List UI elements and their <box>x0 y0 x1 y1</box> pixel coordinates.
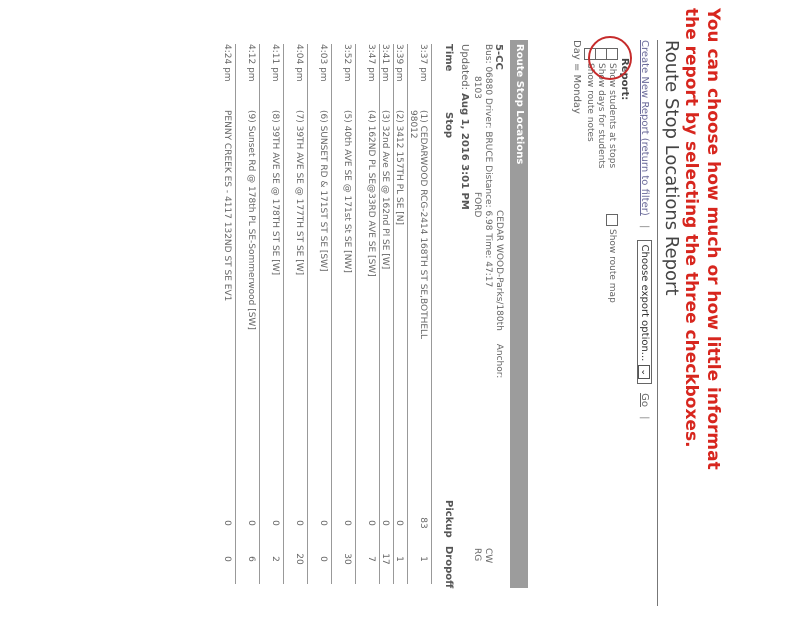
cell-pickup: 0 <box>222 520 232 526</box>
cell-time: 4:11 pm <box>270 44 280 82</box>
option-label: Show students at stops <box>607 63 617 169</box>
row-divider <box>235 44 236 584</box>
checkbox-show-route-map[interactable] <box>606 214 618 226</box>
callout-line-1: You can choose how much or how little informat <box>703 8 723 470</box>
cell-pickup: 0 <box>394 520 404 526</box>
instruction-callout <box>680 8 724 608</box>
cell-pickup: 0 <box>246 520 256 526</box>
cell-dropoff: 6 <box>246 556 256 562</box>
cell-dropoff: 0 <box>318 556 328 562</box>
callout-line-2: the report by selecting the three checkboxes. <box>681 8 701 448</box>
go-button[interactable]: Go <box>639 393 650 407</box>
report-toolbar <box>637 40 652 426</box>
cell-dropoff: 20 <box>294 553 304 565</box>
cell-stop: (8) 39TH AVE SE @ 178TH ST SE [W] <box>270 110 280 276</box>
cell-dropoff: 7 <box>366 556 376 562</box>
col-header-time: Time <box>443 44 454 72</box>
cell-time: 3:39 pm <box>394 44 404 82</box>
row-divider <box>307 44 308 584</box>
row-divider <box>379 44 380 584</box>
cell-dropoff: 30 <box>342 553 352 565</box>
cell-time: 3:52 pm <box>342 44 352 82</box>
section-header: Route Stop Locations <box>510 40 528 588</box>
cell-stop: (5) 40th AVE SE @ 171st St SE [NW] <box>342 110 352 273</box>
route-details: Bus: 06880 Driver: BRUCE Distance: 6.98 Time: 47:17 <box>483 44 493 288</box>
cell-pickup: 0 <box>342 520 352 526</box>
day-filter-text: Day = Monday <box>571 40 582 114</box>
option-label: Show route notes <box>585 63 595 142</box>
cell-stop: (1) CEDARWOOD RCG-2414 168TH ST SE,BOTHELL 98012 <box>408 110 428 340</box>
create-new-report-link[interactable]: Create New Report (return to filter) <box>639 40 650 216</box>
cell-time: 4:24 pm <box>222 44 232 82</box>
export-option-select[interactable] <box>637 240 652 384</box>
chevron-down-icon: ⌄ <box>638 365 650 379</box>
cell-time: 3:41 pm <box>380 44 390 82</box>
cell-time: 4:12 pm <box>246 44 256 82</box>
cell-pickup: 0 <box>270 520 280 526</box>
cell-dropoff: 2 <box>270 556 280 562</box>
row-divider <box>393 44 394 584</box>
row-divider <box>407 44 408 584</box>
toolbar-separator-2: | <box>639 416 650 420</box>
driver-surname: FORD <box>472 192 482 218</box>
cell-pickup: 0 <box>294 520 304 526</box>
col-header-dropoff: Dropoff <box>443 546 454 589</box>
bus-number-sub: 8103 <box>472 76 482 99</box>
option-label: Show route map <box>607 229 617 303</box>
title-divider <box>657 40 658 606</box>
cell-pickup: 0 <box>318 520 328 526</box>
row-divider <box>259 44 260 584</box>
cell-time: 3:37 pm <box>418 44 428 82</box>
cell-pickup: 0 <box>366 520 376 526</box>
row-divider <box>431 44 432 584</box>
cell-stop: (3) 32nd Ave SE @ 162nd Pl SE [W] <box>380 110 390 270</box>
cell-stop: PENNY CREEK ES - 4117 132ND ST SE EV1 <box>222 110 232 302</box>
cell-pickup: 83 <box>418 517 428 529</box>
page-title: Route Stop Locations Report <box>661 40 682 296</box>
cell-dropoff: 1 <box>418 556 428 562</box>
cell-dropoff: 0 <box>222 556 232 562</box>
anchor-value-2: RG <box>472 548 482 562</box>
export-select-value: Choose export option... <box>639 244 650 362</box>
option-label: Show days for students <box>596 63 606 169</box>
cell-stop: (7) 39TH AVE SE @ 177TH ST SE [W] <box>294 110 304 276</box>
cell-time: 4:03 pm <box>318 44 328 82</box>
row-divider <box>331 44 332 584</box>
cell-dropoff: 1 <box>394 556 404 562</box>
cell-stop: (9) Sunset Rd @ 178th PL SE-Sommerwood [SW] <box>246 110 256 330</box>
cell-stop: (2) 3412 157TH PL SE [N] <box>394 110 404 225</box>
cell-pickup: 0 <box>380 520 390 526</box>
route-school: CEDAR WOOD-Parks/180th Anchor: <box>494 210 504 379</box>
cell-stop: (4) 162ND PL SE@33RD AVE SE [SW] <box>366 110 376 277</box>
anchor-value: CW <box>483 548 493 564</box>
row-divider <box>355 44 356 584</box>
col-header-pickup: Pickup <box>443 500 454 538</box>
toolbar-separator: | <box>639 224 650 229</box>
report-options-label: Report: <box>619 58 630 101</box>
option-show-route-map[interactable] <box>606 214 618 303</box>
cell-time: 4:04 pm <box>294 44 304 82</box>
cell-time: 3:47 pm <box>366 44 376 82</box>
cell-dropoff: 17 <box>380 553 390 565</box>
route-code: 5-CC <box>493 44 504 70</box>
updated-timestamp: Updated: Aug 1, 2016 3:01 PM <box>459 44 470 210</box>
row-divider <box>283 44 284 584</box>
col-header-stop: Stop <box>443 112 454 139</box>
cell-stop: (6) SUNSET RD & 171ST ST SE [SW] <box>318 110 328 272</box>
highlight-circle <box>588 36 632 80</box>
